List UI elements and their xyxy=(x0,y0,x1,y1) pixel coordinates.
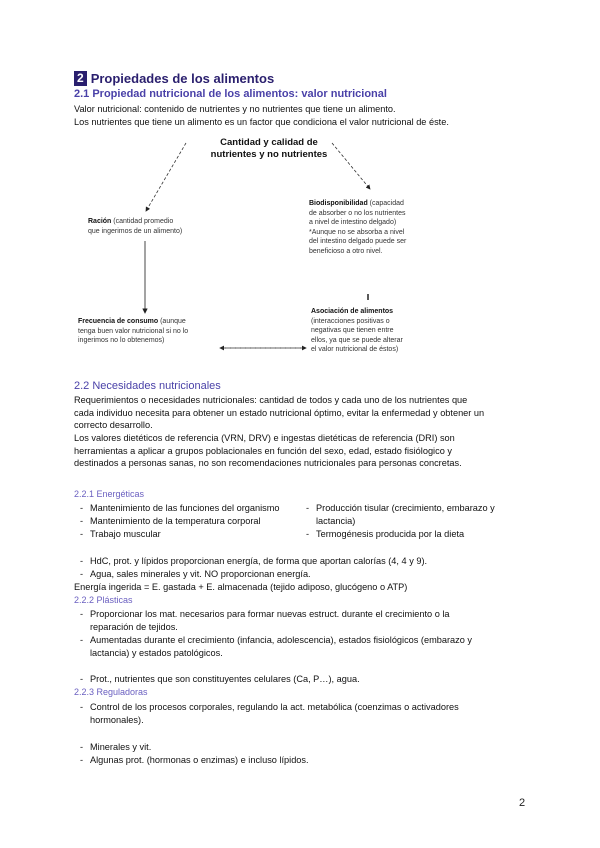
energetica-item-5: - Termogénesis producida por la dieta xyxy=(306,529,465,539)
heading-2-2-2: 2.2.2 Plásticas xyxy=(74,595,133,605)
energetica-item-3: - Trabajo muscular xyxy=(80,529,161,539)
energetica-note-2: - Agua, sales minerales y vit. NO proporcionan energía. xyxy=(80,569,311,579)
diagram-asociacion-node: Asociación de alimentos (interacciones positivas o negativas que tienen entre ellos, ya que se puede alterar el valor nutricional de éstos) xyxy=(311,308,403,353)
reguladora-item-3: - Algunas prot. (hormonas o enzimas) e incluso lípidos. xyxy=(80,755,309,765)
s22-para2: Los valores dietéticos de referencia (VRN, DRV) e ingestas dietéticas de referencia (DRI) son herramientas a aplicar a grupos poblacionales en función del sexo, edad, estado fisiólogico y destinados a personas sanas, no son recomendaciones nutricionales para personas concretas. xyxy=(74,433,462,468)
section-title xyxy=(74,71,274,86)
diagram-frecuencia-node: Frecuencia de consumo (aunque tenga buen valor nutricional si no lo ingerimos no lo obtenemos) xyxy=(78,318,189,344)
s21-line2: Los nutrientes que tiene un alimento es un factor que condiciona el valor nutricional de éste. xyxy=(74,117,449,127)
reguladora-item-1: - Control de los procesos corporales, regulando la act. metabólica (coenzimas o activadores hormonales). xyxy=(80,702,459,725)
plastica-item-3: - Prot., nutrientes que son constituyentes celulares (Ca, P…), agua. xyxy=(80,674,360,684)
diagram-racion-node: Ración (cantidad promedio que ingerimos de un alimento) xyxy=(88,218,183,235)
heading-2-2: 2.2 Necesidades nutricionales xyxy=(74,380,221,392)
heading-2-2-1: 2.2.1 Energéticas xyxy=(74,489,145,499)
nutrition-value-diagram xyxy=(74,133,534,363)
reguladora-item-2: - Minerales y vit. xyxy=(80,742,152,752)
diagram-bio-node: Biodisponibilidad (capacidad de absorber o no los nutrientes a nivel de intestino delgado) *Aunque no se absorba a nivel del intestino delgado puede ser beneficioso a otro nivel. xyxy=(309,200,407,255)
arrow-top-to-racion xyxy=(146,143,186,211)
heading-2-1: 2.1 Propiedad nutricional de los alimentos: valor nutricional xyxy=(74,88,387,100)
energetica-item-2: - Mantenimiento de la temperatura corporal xyxy=(80,516,261,526)
section-title-text: Propiedades de los alimentos xyxy=(90,71,275,86)
diagram-top-node: Cantidad y calidad de nutrientes y no nutrientes xyxy=(210,137,328,160)
energetica-item-4: - Producción tisular (crecimiento, embarazo y lactancia) xyxy=(306,503,495,526)
page-number: 2 xyxy=(519,797,526,809)
s22-para1: Requerimientos o necesidades nutricionales: cantidad de todos y cada uno de los nutrientes que cada individuo necesita para obtener un estado nutricional óptimo, evitar la enfermedad y obtener un correcto desarrollo. xyxy=(74,395,485,430)
plastica-item-2: - Aumentadas durante el crecimiento (infancia, adolescencia), estados fisiológicos (embarazo y lactancia) y estados patológicos. xyxy=(80,635,472,658)
energetica-note-1: - HdC, prot. y lípidos proporcionan energía, de forma que aportan calorías (4, 4 y 9). xyxy=(80,556,428,566)
heading-2-2-3: 2.2.3 Reguladoras xyxy=(74,687,148,697)
energy-formula: Energía ingerida = E. gastada + E. almacenada (tejido adiposo, glucógeno o ATP) xyxy=(74,582,408,592)
s21-line1: Valor nutricional: contenido de nutrientes y no nutrientes que tiene un alimento. xyxy=(74,104,396,114)
energetica-item-1: - Mantenimiento de las funciones del organismo xyxy=(80,503,280,513)
section-number: 2 xyxy=(74,71,87,86)
plastica-item-1: - Proporcionar los mat. necesarios para formar nuevas estruct. durante el crecimiento o la reparación de tejidos. xyxy=(80,609,450,632)
